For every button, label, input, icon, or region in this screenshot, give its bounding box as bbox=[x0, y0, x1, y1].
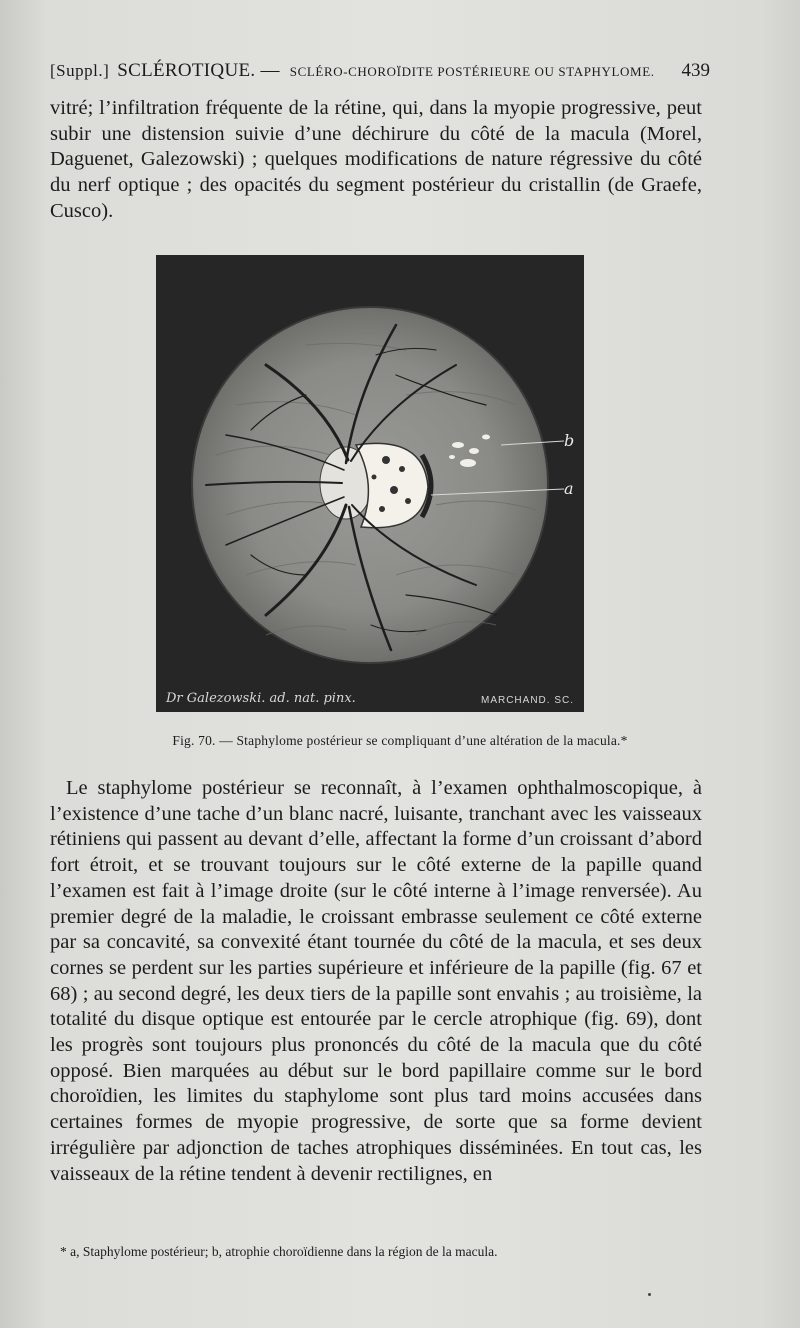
page-speck bbox=[648, 1293, 651, 1296]
fundus-illustration bbox=[156, 255, 584, 712]
footnote: * a, Staphylome postérieur; b, atrophie choroïdienne dans la région de la macula. bbox=[60, 1244, 498, 1259]
figure-caption: Fig. 70. — Staphylome postérieur se compliquant d’une altération de la macula.* bbox=[172, 733, 628, 748]
header-subtitle: SCLÉRO-CHOROÏDITE POSTÉRIEURE OU STAPHYLOME. bbox=[289, 64, 655, 79]
top-paragraph-text: vitré; l’infiltration fréquente de la rétine, qui, dans la myopie progressive, peut subir une distension suivie d’une déchirure du côté de la macula (Morel, Daguenet, Galezowski) ; quelques modifications de nature régressive du côté du nerf optique ; des opacités du segment postérieur du cristallin (de Graefe, Cusco). bbox=[50, 97, 702, 222]
page-number: 439 bbox=[681, 60, 710, 81]
body-paragraph bbox=[50, 776, 702, 1187]
figure-label-b: b bbox=[564, 431, 575, 450]
header-title: SCLÉROTIQUE. — bbox=[117, 60, 280, 81]
figure-label-a: a bbox=[564, 479, 574, 498]
top-paragraph bbox=[50, 96, 702, 225]
fundus-figure bbox=[156, 255, 584, 712]
running-header bbox=[50, 60, 710, 88]
header-section: [Suppl.] bbox=[50, 61, 110, 80]
engraver-signature: MARCHAND. SC. bbox=[480, 695, 574, 706]
body-paragraph-text: Le staphylome postérieur se reconnaît, à l’examen ophthalmoscopique, à l’existence d’une tache d’un blanc nacré, luisante, tranchant avec les vaisseaux rétiniens qui passent au devant d’elle, affectant la forme d’un croissant d’abord fort étroit, et se trouvant toujours sur le côté externe de la papille quand l’examen est fait à l’image droite (sur le côté interne à l’image renversée). Au premier degré de la maladie, le croissant embrasse seulement ce côté externe par sa concavité, sa convexité étant tournée du côté de la macula, et ses deux cornes se perdent sur les parties supérieure et inférieure de la papille (fig. 67 et 68) ; au second degré, les deux tiers de la papille sont envahis ; au troisième, la totalité du disque optique est entourée par le cercle atrophique (fig. 69), dont les progrès sont toujours plus prononcés du côté de la macula que du côté opposé. Bien marquées au début sur le bord papillaire comme sur le bord choroïdien, les limites du staphylome sont plus tard moins accusées dans certaines formes de myopie progressive, de sorte que sa forme devient irrégulière par adjonction de taches atrophiques disséminées. En tout cas, les vaisseaux de la rétine tendent à devenir rectilignes, en bbox=[50, 777, 702, 1185]
illustrator-signature: Dr Galezowski. ad. nat. pinx. bbox=[166, 691, 356, 706]
